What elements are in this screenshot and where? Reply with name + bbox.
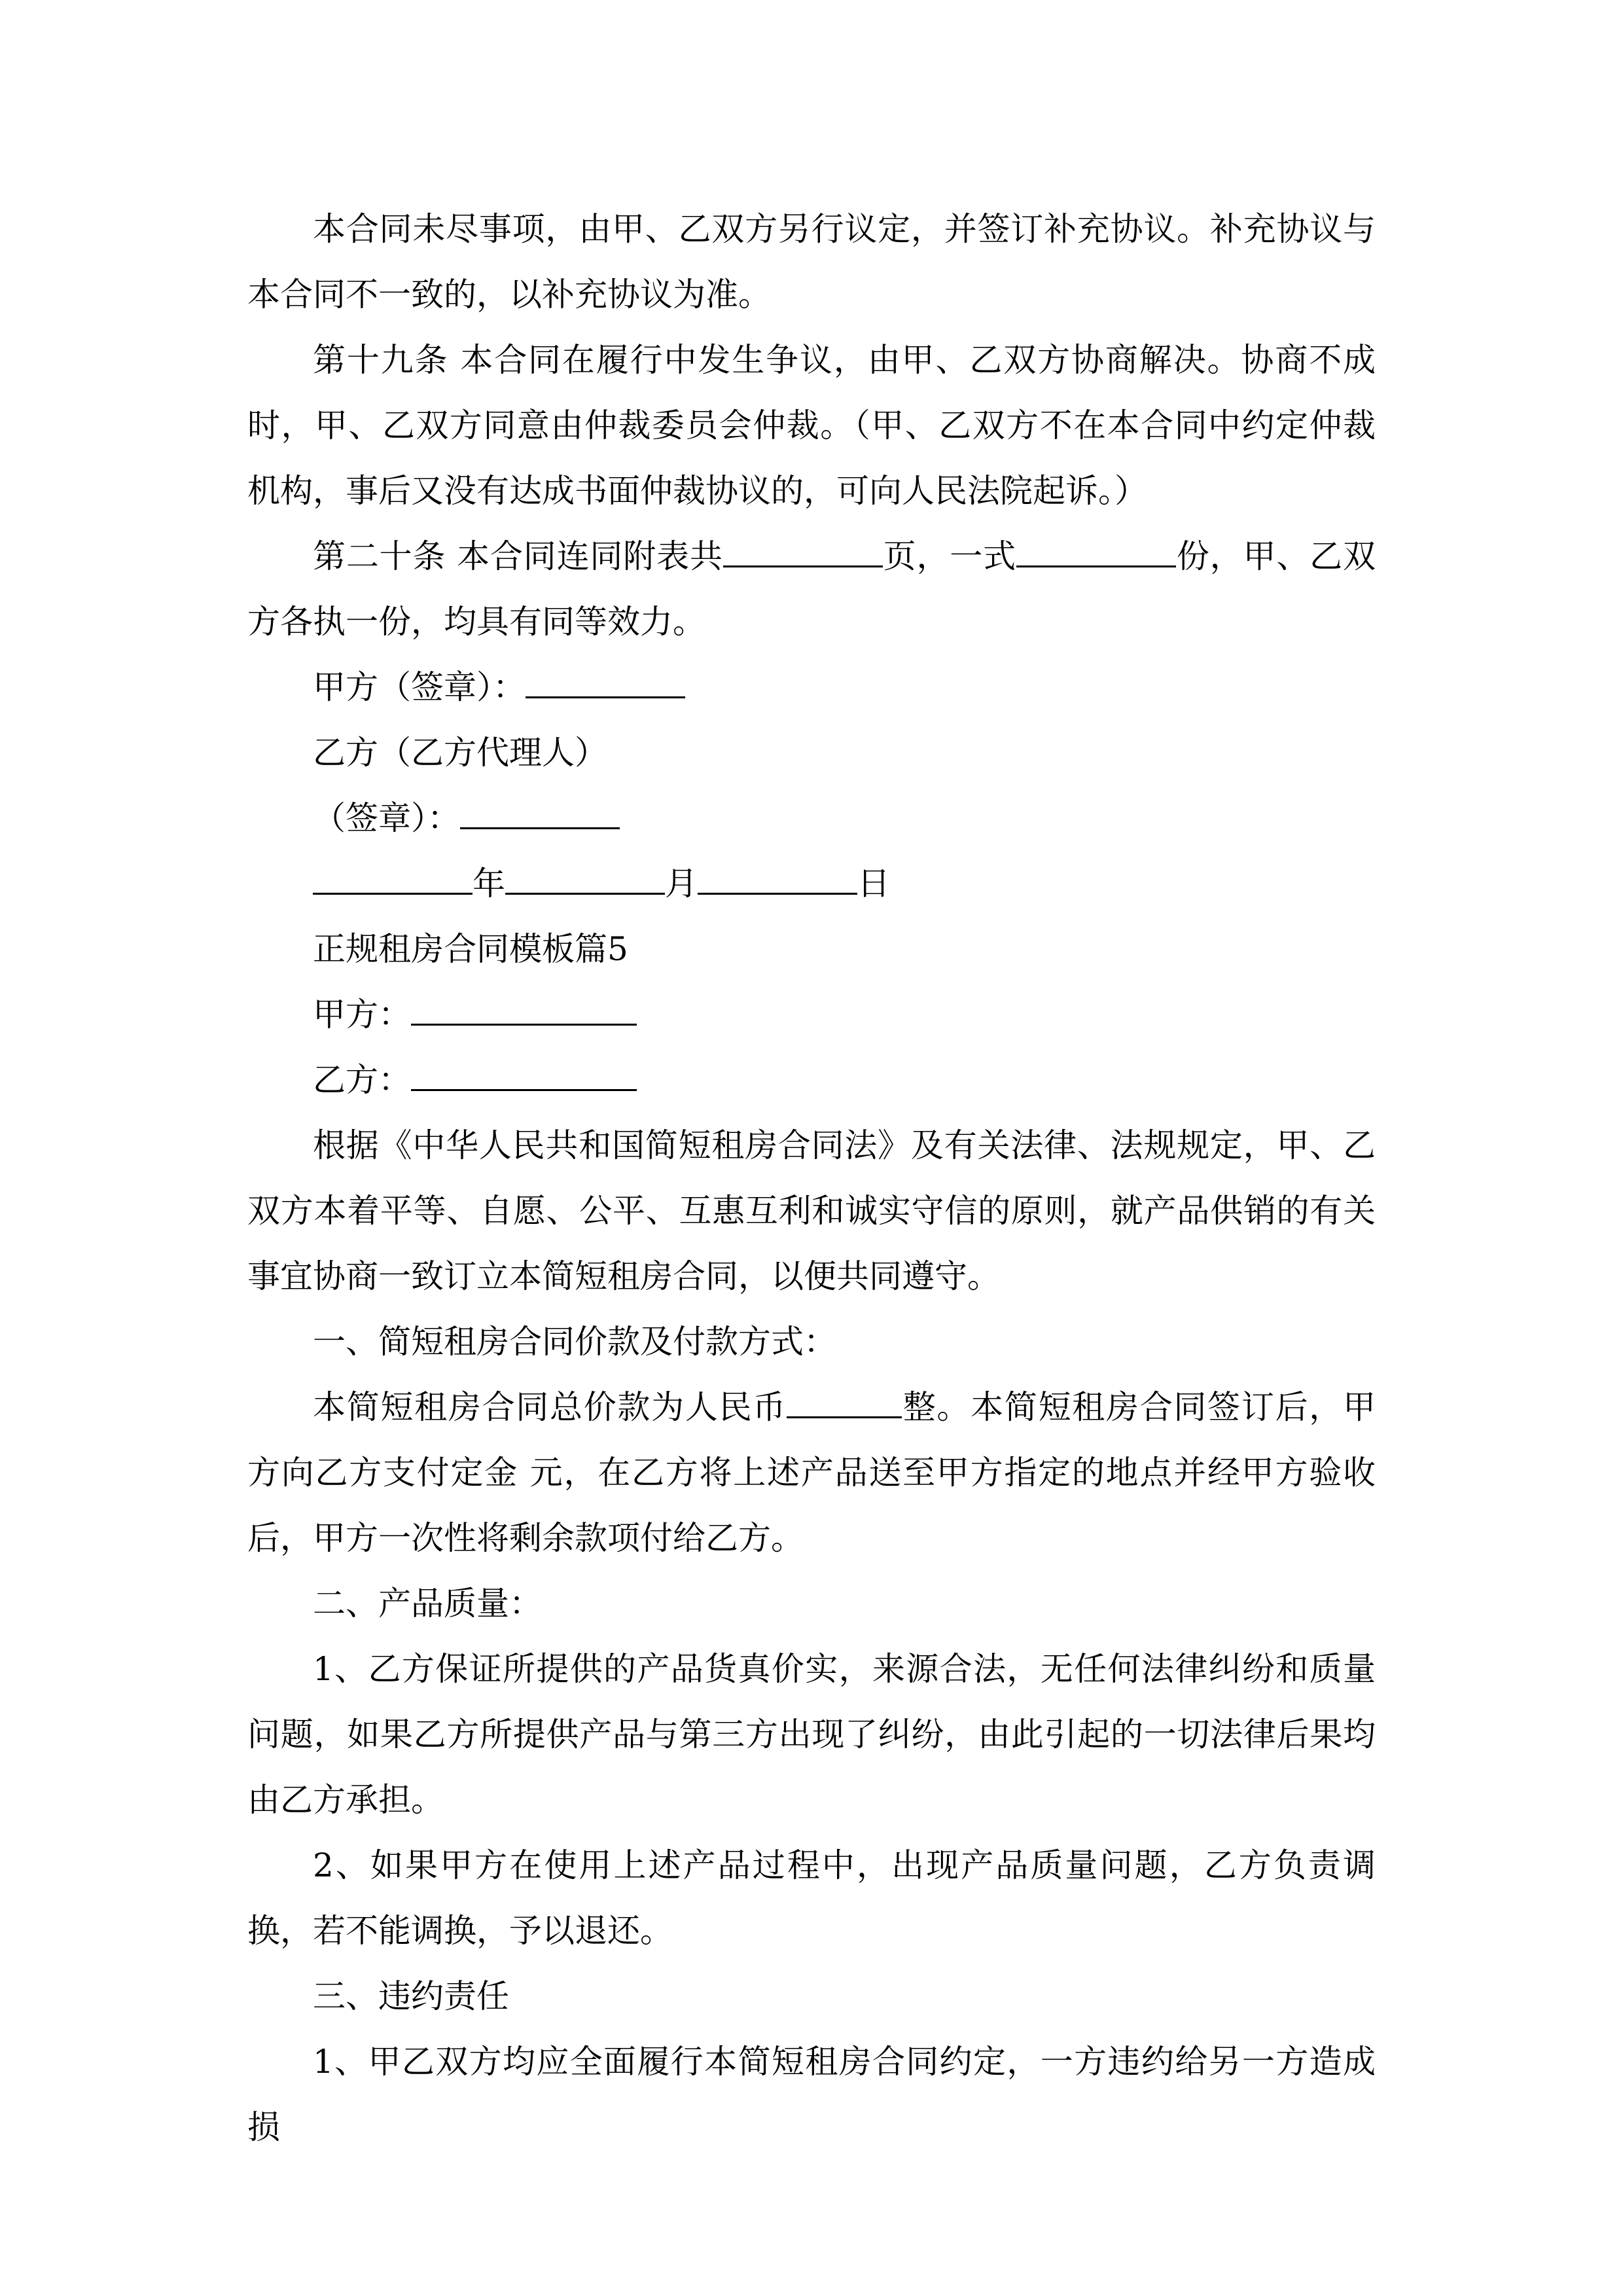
year-label: 年 bbox=[473, 865, 505, 903]
article-20-text-c: 份，甲、乙双方各执一份，均具有同等效力。 bbox=[247, 537, 1376, 641]
party-a-line bbox=[313, 982, 637, 1047]
pages-blank bbox=[723, 531, 883, 567]
party-a-label: 甲方： bbox=[313, 996, 411, 1033]
heading-breach-liability: 三、违约责任 bbox=[313, 1977, 509, 2015]
month-blank bbox=[505, 859, 665, 895]
day-blank bbox=[698, 859, 857, 895]
party-b-label: 乙方： bbox=[313, 1061, 411, 1099]
paragraph-article-19-dispute: 第十九条 本合同在履行中发生争议，由甲、乙双方协商解决。协商不成时，甲、乙双方同意由仲裁委员会仲裁。（甲、乙双方不在本合同中约定仲裁机构，事后又没有达成书面仲裁协议的，可向人民法院起诉。） bbox=[247, 341, 1376, 510]
heading-product-quality: 二、产品质量： bbox=[313, 1585, 542, 1623]
article-20-text-a: 第二十条 本合同连同附表共 bbox=[313, 537, 723, 575]
party-a-blank bbox=[411, 990, 637, 1026]
party-a-signature-label: 甲方（签章）： bbox=[313, 668, 526, 706]
price-blank bbox=[787, 1382, 902, 1418]
party-b-seal-line bbox=[313, 785, 620, 851]
paragraph-supplementary-agreement: 本合同未尽事项，由甲、乙双方另行议定，并签订补充协议。补充协议与本合同不一致的，以补充协议为准。 bbox=[247, 210, 1376, 314]
party-a-signature-blank bbox=[526, 662, 685, 698]
month-label: 月 bbox=[665, 865, 698, 903]
paragraph-quality-exchange: 2、如果甲方在使用上述产品过程中，出现产品质量问题，乙方负责调换，若不能调换，予以退还。 bbox=[247, 1846, 1376, 1950]
party-b-seal-label: （签章）： bbox=[313, 799, 460, 837]
total-price-text-a: 本简短租房合同总价款为人民币 bbox=[313, 1388, 787, 1426]
party-b-seal-blank bbox=[460, 793, 620, 829]
day-label: 日 bbox=[857, 865, 890, 903]
article-20-text-b: 页，一式 bbox=[882, 537, 1016, 575]
paragraph-total-price bbox=[247, 1374, 1376, 1571]
party-b-agent-label: 乙方（乙方代理人） bbox=[313, 734, 607, 772]
party-b-line bbox=[313, 1047, 637, 1113]
copies-blank bbox=[1016, 531, 1176, 567]
party-b-blank bbox=[411, 1055, 637, 1091]
year-blank bbox=[313, 859, 473, 895]
party-a-signature-line bbox=[313, 655, 685, 720]
section-title: 正规租房合同模板篇5 bbox=[313, 930, 628, 968]
paragraph-legal-basis: 根据《中华人民共和国简短租房合同法》及有关法律、法规规定，甲、乙双方本着平等、自愿、公平、互惠互利和诚实守信的原则，就产品供销的有关事宜协商一致订立本简短租房合同，以便共同遵守。 bbox=[247, 1126, 1376, 1295]
heading-price-payment: 一、简短租房合同价款及付款方式： bbox=[313, 1323, 836, 1361]
date-line bbox=[313, 851, 890, 916]
paragraph-article-20-copies bbox=[247, 524, 1376, 655]
paragraph-breach-1: 1、甲乙双方均应全面履行本简短租房合同约定，一方违约给另一方造成损 bbox=[247, 2043, 1376, 2146]
paragraph-quality-guarantee: 1、乙方保证所提供的产品货真价实，来源合法，无任何法律纠纷和质量问题，如果乙方所提供产品与第三方出现了纠纷，由此引起的一切法律后果均由乙方承担。 bbox=[247, 1650, 1376, 1819]
total-price-text-b: 整。本简短租房合同签订后，甲方向乙方支付定金 元，在乙方将上述产品送至甲方指定的地点并经甲方验收后，甲方一次性将剩余款项付给乙方。 bbox=[247, 1388, 1376, 1557]
